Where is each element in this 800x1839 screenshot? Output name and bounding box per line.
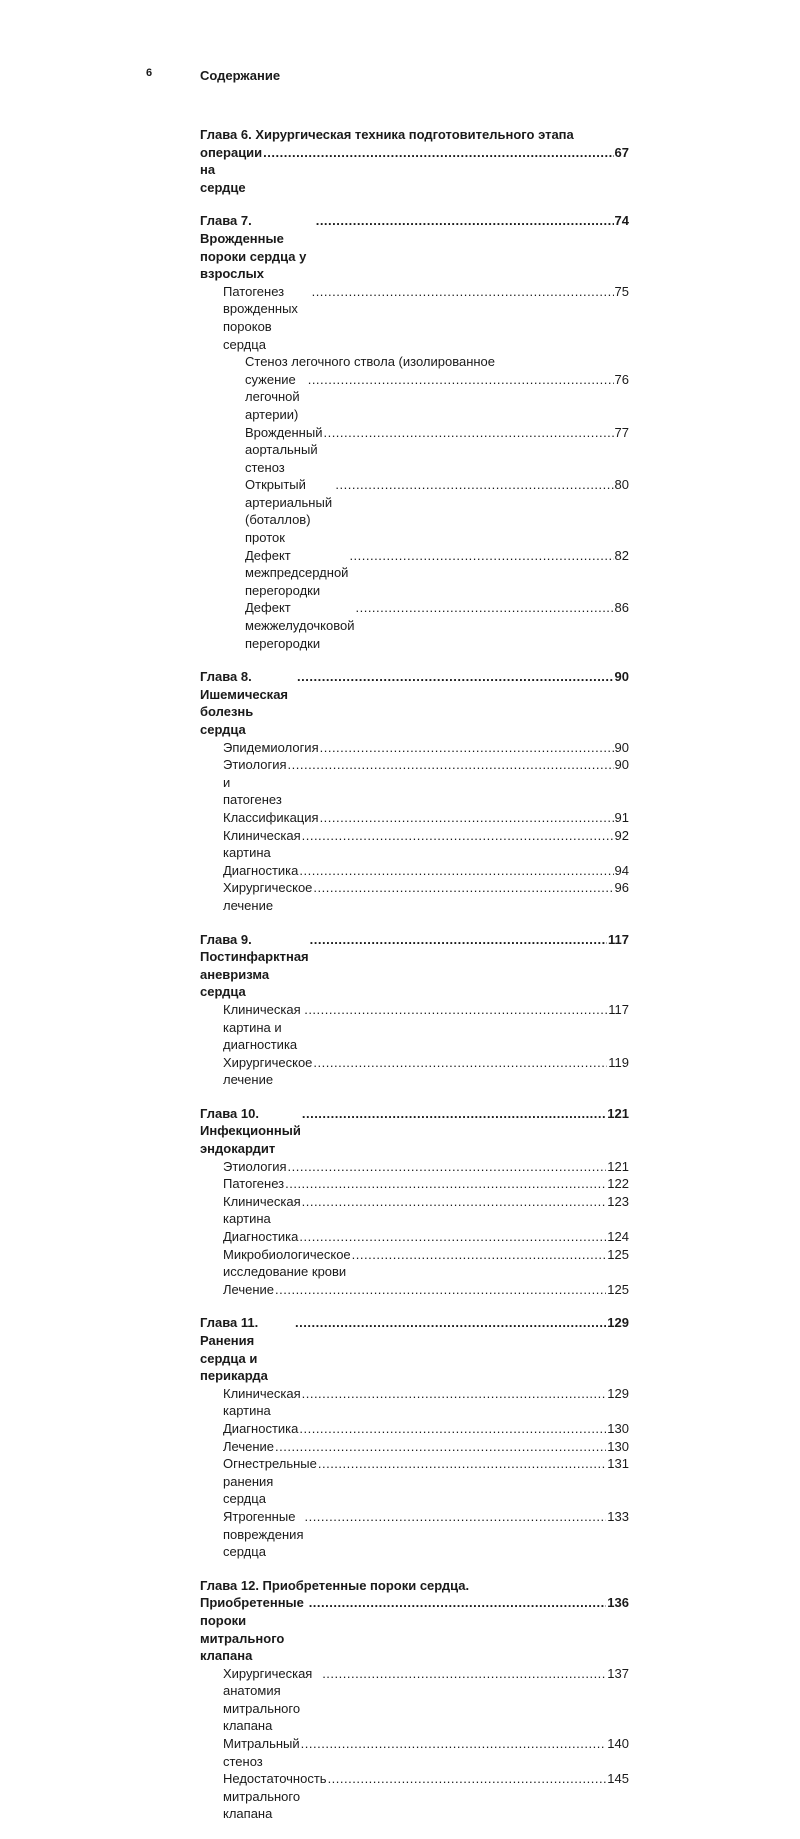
toc-entry-title: сужение легочной артерии) xyxy=(245,371,304,422)
dot-leader xyxy=(310,931,607,949)
toc-page-number: 133 xyxy=(607,1508,629,1524)
toc-entry xyxy=(200,1508,629,1561)
toc-entry-title: Микробиологическое исследование крови xyxy=(223,1246,355,1280)
toc-entry-title: Хирургическая анатомия митрального клапана xyxy=(223,1665,316,1734)
toc-entry xyxy=(200,476,629,546)
toc-entry xyxy=(200,1193,629,1228)
toc-entry-title: Диагностика xyxy=(223,862,299,878)
toc-entry xyxy=(200,283,629,353)
toc-page-number: 94 xyxy=(614,862,629,878)
toc-entry xyxy=(200,1735,629,1770)
toc-entry xyxy=(200,424,629,477)
toc-entry-title: Этиология xyxy=(223,1158,287,1174)
toc-page-number: 76 xyxy=(614,371,629,387)
toc-chapter-12 xyxy=(200,1577,629,1823)
toc-entry xyxy=(200,1770,629,1823)
toc-page-number: 80 xyxy=(614,477,629,493)
dot-leader xyxy=(302,1193,607,1211)
toc-entry xyxy=(200,1105,629,1158)
toc-entry-title: Открытый артериальный (боталлов) проток xyxy=(245,477,336,546)
dot-leader xyxy=(320,739,614,757)
dot-leader xyxy=(263,144,613,162)
dot-leader xyxy=(288,1158,607,1176)
toc-page-number: 96 xyxy=(614,880,629,896)
toc-page-number: 140 xyxy=(607,1736,629,1752)
toc-entry-title: Глава 6. Хирургическая техника подготовительного этапа xyxy=(200,127,574,142)
toc-entry-title: Недостаточность митрального клапана xyxy=(223,1771,331,1822)
toc-page-number: 137 xyxy=(607,1665,629,1681)
toc-entry-title: Лечение xyxy=(223,1281,275,1297)
toc-entry xyxy=(200,1281,629,1299)
dot-leader xyxy=(318,1455,606,1473)
dot-leader xyxy=(328,1770,607,1788)
toc-page-number: 119 xyxy=(608,1054,629,1070)
toc-page-number: 129 xyxy=(607,1385,629,1401)
dot-leader xyxy=(299,862,613,880)
toc-entry xyxy=(200,1001,629,1054)
toc-entry-title: Хирургическое лечение xyxy=(223,1054,317,1088)
dot-leader xyxy=(275,1438,606,1456)
toc-entry-title: операции на сердце xyxy=(200,144,266,195)
toc-entry-title: Митральный стеноз xyxy=(223,1736,304,1769)
toc-entry xyxy=(200,144,629,197)
toc-entry xyxy=(200,212,629,282)
toc-entry xyxy=(200,756,629,809)
toc-page-number: 123 xyxy=(607,1193,629,1209)
toc-page-number: 130 xyxy=(607,1438,629,1454)
toc-page-number: 130 xyxy=(607,1420,629,1436)
toc-entry-title: Диагностика xyxy=(223,1420,299,1436)
toc-page-number: 67 xyxy=(614,144,629,160)
toc-entry xyxy=(200,1594,629,1664)
toc-entry-title: Ятрогенные повреждения сердца xyxy=(223,1508,308,1560)
dot-leader xyxy=(288,756,614,774)
toc-entry-title: Этиология и патогенез xyxy=(223,757,291,808)
table-of-contents xyxy=(200,126,629,1839)
toc-chapter-8 xyxy=(200,668,629,914)
toc-entry xyxy=(200,599,629,652)
toc-page-number: 125 xyxy=(607,1281,629,1297)
toc-chapter-6 xyxy=(200,126,629,196)
dot-leader xyxy=(316,212,614,230)
toc-entry-title: Глава 11. Ранения сердца и перикарда xyxy=(200,1315,268,1384)
dot-leader xyxy=(323,424,613,442)
dot-leader xyxy=(352,1246,607,1264)
toc-entry-title: Глава 7. Врожденные пороки сердца у взрослых xyxy=(200,213,310,282)
dot-leader xyxy=(349,547,613,565)
dot-leader xyxy=(320,809,614,827)
toc-entry xyxy=(200,1438,629,1456)
toc-entry-title: Клиническая картина и диагностика xyxy=(223,1001,305,1053)
dot-leader xyxy=(304,1001,607,1019)
toc-page-number: 82 xyxy=(614,547,629,563)
toc-entry xyxy=(200,1158,629,1176)
toc-entry-title: Патогенез xyxy=(223,1176,285,1192)
toc-entry xyxy=(200,809,629,827)
toc-page-number: 122 xyxy=(607,1176,629,1192)
page-number: 6 xyxy=(146,67,153,79)
toc-entry-title: Патогенез врожденных пороков сердца xyxy=(223,283,302,352)
toc-entry xyxy=(200,827,629,862)
toc-entry-title: Лечение xyxy=(223,1438,275,1454)
toc-page-number: 75 xyxy=(614,283,629,299)
dot-leader xyxy=(297,668,614,686)
toc-chapter-11 xyxy=(200,1314,629,1560)
toc-entry-title: Дефект межжелудочковой перегородки xyxy=(245,600,359,651)
toc-entry-title: Клиническая картина xyxy=(223,1193,305,1227)
toc-page-number: 90 xyxy=(614,669,629,685)
toc-page-number: 125 xyxy=(607,1246,629,1262)
dot-leader xyxy=(302,827,614,845)
toc-entry-title: Классификация xyxy=(223,809,319,825)
toc-entry-title: Диагностика xyxy=(223,1229,299,1245)
toc-entry xyxy=(200,739,629,757)
toc-entry xyxy=(200,862,629,880)
dot-leader xyxy=(335,476,613,494)
dot-leader xyxy=(275,1281,606,1299)
dot-leader xyxy=(312,283,614,301)
toc-page-number: 131 xyxy=(607,1456,629,1472)
dot-leader xyxy=(299,1228,606,1246)
toc-page-number: 129 xyxy=(607,1315,629,1331)
toc-entry-title: Врожденный аортальный стеноз xyxy=(245,424,327,475)
toc-entry xyxy=(200,1420,629,1438)
toc-entry xyxy=(200,1455,629,1508)
toc-page-number: 90 xyxy=(614,757,629,773)
toc-page-number: 136 xyxy=(607,1595,629,1611)
toc-page-number: 90 xyxy=(614,739,629,755)
toc-entry-title: Огнестрельные ранения сердца xyxy=(223,1456,321,1507)
toc-entry xyxy=(200,1385,629,1420)
dot-leader xyxy=(285,1175,606,1193)
toc-chapter-7 xyxy=(200,212,629,652)
toc-entry xyxy=(200,1175,629,1193)
dot-leader xyxy=(313,879,613,897)
toc-chapter-10 xyxy=(200,1105,629,1299)
toc-entry xyxy=(200,371,629,424)
toc-page-number: 77 xyxy=(614,424,629,440)
toc-entry xyxy=(200,1228,629,1246)
dot-leader xyxy=(295,1314,606,1332)
toc-entry-title: Дефект межпредсердной перегородки xyxy=(245,547,353,598)
toc-entry-title: Эпидемиология xyxy=(223,739,319,755)
toc-page-number: 86 xyxy=(614,600,629,616)
dot-leader xyxy=(301,1735,607,1753)
toc-page-number: 145 xyxy=(607,1771,629,1787)
toc-entry-title: Глава 12. Приобретенные пороки сердца. xyxy=(200,1577,470,1593)
toc-entry xyxy=(200,1054,629,1089)
toc-entry xyxy=(200,931,629,1001)
toc-page-number: 92 xyxy=(614,827,629,843)
toc-chapter-9 xyxy=(200,931,629,1089)
toc-entry-title: Клиническая картина xyxy=(223,827,305,861)
toc-entry xyxy=(200,879,629,914)
dot-leader xyxy=(299,1420,606,1438)
toc-entry xyxy=(200,668,629,738)
toc-entry-title: Клиническая картина xyxy=(223,1385,305,1419)
toc-entry xyxy=(200,547,629,600)
toc-page-number: 117 xyxy=(608,1001,629,1017)
dot-leader xyxy=(302,1385,607,1403)
dot-leader xyxy=(355,599,613,617)
dot-leader xyxy=(308,371,614,389)
dot-leader xyxy=(309,1594,607,1612)
toc-entry-title: Стеноз легочного ствола (изолированное xyxy=(245,354,496,370)
toc-page-number: 121 xyxy=(607,1105,629,1121)
dot-leader xyxy=(313,1054,607,1072)
toc-page-number: 91 xyxy=(614,809,629,825)
toc-entry-title: Глава 8. Ишемическая болезнь сердца xyxy=(200,669,292,737)
toc-page-number: 117 xyxy=(608,931,629,947)
toc-entry-title: Глава 9. Постинфарктная аневризма сердца xyxy=(200,931,313,1000)
toc-entry-title: Приобретенные пороки митрального клапана xyxy=(200,1595,308,1664)
toc-entry xyxy=(200,1246,629,1281)
toc-entry-title: Хирургическое лечение xyxy=(223,880,317,913)
toc-entry xyxy=(200,1314,629,1384)
toc-page-number: 74 xyxy=(614,213,629,229)
toc-page-number: 124 xyxy=(607,1229,629,1245)
toc-entry xyxy=(200,1665,629,1735)
toc-page-number: 121 xyxy=(607,1158,629,1174)
dot-leader xyxy=(304,1508,606,1526)
toc-entry-title: Глава 10. Инфекционный эндокардит xyxy=(200,1105,305,1157)
dot-leader xyxy=(302,1105,606,1123)
running-title: Содержание xyxy=(200,68,281,83)
dot-leader xyxy=(322,1665,606,1683)
